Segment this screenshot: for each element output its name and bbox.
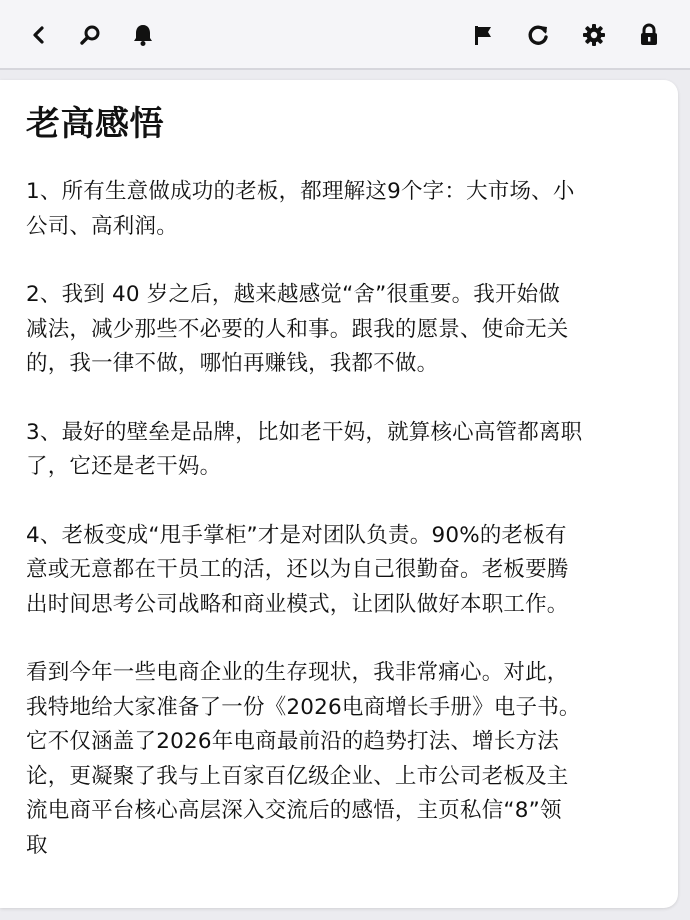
- settings-gear-icon[interactable]: [581, 22, 607, 48]
- browser-toolbar: [0, 0, 690, 70]
- article-body: [26, 175, 660, 863]
- lock-icon[interactable]: [636, 22, 662, 48]
- article-paragraph-1: 1、所有生意做成功的老板，都理解这9个字：大市场、小 公司、高利润。: [26, 179, 575, 239]
- article-paragraph-4: 4、老板变成“甩手掌柜”才是对团队负责。90%的老板有 意或无意都在干员工的活，还以为自己很勤奋。老板要腾 出时间思考公司战略和商业模式，让团队做好本职工作。: [26, 522, 569, 617]
- article-paragraph-3: 3、最好的壁垒是品牌，比如老干妈，就算核心高管都离职 了，它还是老干妈。: [26, 419, 583, 479]
- search-icon[interactable]: [77, 22, 103, 48]
- article-paragraph-2: 2、我到 40 岁之后，越来越感觉“舍”很重要。我开始做 减法，减少那些不必要的人和事。跟我的愿景、使命无关 的，我一律不做，哪怕再赚钱，我都不做。: [26, 282, 569, 376]
- flag-icon[interactable]: [470, 22, 496, 48]
- scroll-area[interactable]: [0, 912, 690, 920]
- back-icon[interactable]: [26, 22, 52, 48]
- article-title: 老高感悟: [26, 104, 164, 144]
- refresh-icon[interactable]: [525, 22, 551, 48]
- notification-bell-icon[interactable]: [130, 22, 156, 48]
- article-paragraph-5: 看到今年一些电商企业的生存现状，我非常痛心。对此， 我特地给大家准备了一份《2026电商增长手册》电子书。 它不仅涵盖了2026年电商最前沿的趋势打法、增长方法 论，更凝聚了我与上百家百亿级企业、上市公司老板及主 流电商平台核心高层深入交流后的感悟，主页私信“8”领 取: [26, 660, 581, 858]
